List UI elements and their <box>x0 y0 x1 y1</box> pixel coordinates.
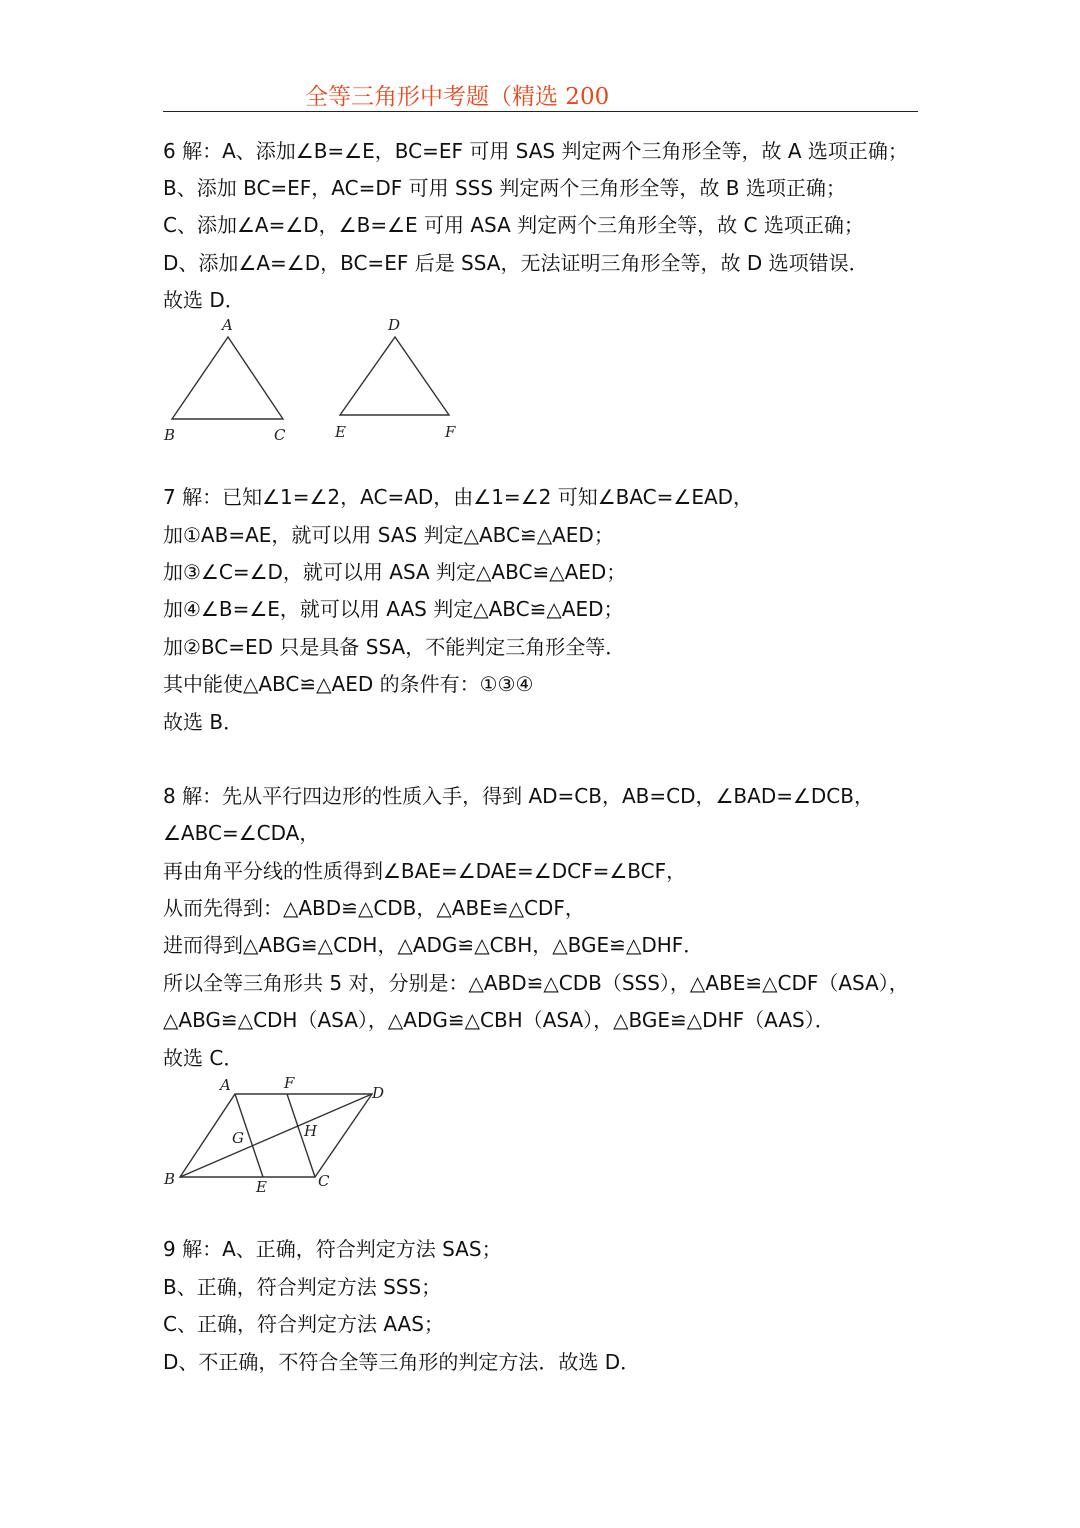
label-c: C <box>274 426 286 444</box>
label-a: A <box>220 1076 231 1094</box>
solution-line: C、添加∠A=∠D，∠B=∠E 可用 ASA 判定两个三角形全等，故 C 选项正确； <box>163 213 864 237</box>
header-divider <box>163 111 918 112</box>
solution-line: B、添加 BC=EF，AC=DF 可用 SSS 判定两个三角形全等，故 B 选项正确； <box>163 176 846 200</box>
label-b: B <box>164 426 176 444</box>
solution-line: 加②BC=ED 只是具备 SSA，不能判定三角形全等． <box>163 635 626 659</box>
triangle-def <box>340 337 449 415</box>
solution-line: 加④∠B=∠E，就可以用 AAS 判定△ABC≌△AED； <box>163 597 624 621</box>
solution-line: 故选 C． <box>163 1046 244 1070</box>
solution-line: C、正确，符合判定方法 AAS； <box>163 1312 444 1336</box>
solution-line: ∠ABC=∠CDA， <box>163 821 320 845</box>
solution-line: △ABG≌△CDH（ASA），△ADG≌△CBH（ASA），△BGE≌△DHF（AAS）． <box>163 1008 835 1032</box>
solution-line: 故选 B． <box>163 710 244 734</box>
parallelogram-figure <box>160 1072 400 1197</box>
label-d: D <box>372 1084 385 1102</box>
solution-line: 其中能使△ABC≌△AED 的条件有：①③④ <box>163 672 534 696</box>
solution-line: 8 解：先从平行四边形的性质入手，得到 AD=CB，AB=CD，∠BAD=∠DCB， <box>163 784 874 808</box>
solution-line: 进而得到△ABG≌△CDH，△ADG≌△CBH，△BGE≌△DHF． <box>163 933 704 957</box>
label-a: A <box>222 316 233 334</box>
solution-line: 加①AB=AE，就可以用 SAS 判定△ABC≌△AED； <box>163 523 614 547</box>
label-f: F <box>445 423 456 441</box>
page-title: 全等三角形中考题（精选 200 <box>305 84 610 110</box>
solution-line: D、不正确，不符合全等三角形的判定方法．故选 D． <box>163 1350 641 1374</box>
solution-line: 7 解：已知∠1=∠2，AC=AD，由∠1=∠2 可知∠BAC=∠EAD， <box>163 485 754 509</box>
label-f: F <box>284 1074 295 1092</box>
solution-line: 再由角平分线的性质得到∠BAE=∠DAE=∠DCF=∠BCF， <box>163 859 687 883</box>
solution-line: 加③∠C=∠D，就可以用 ASA 判定△ABC≌△AED； <box>163 560 627 584</box>
solution-line: 从而先得到：△ABD≌△CDB，△ABE≌△CDF， <box>163 896 585 920</box>
label-h: H <box>304 1122 318 1140</box>
solution-line: 故选 D． <box>163 288 245 312</box>
label-e: E <box>256 1178 267 1196</box>
triangle-abc <box>172 337 283 419</box>
label-d: D <box>388 316 401 334</box>
solution-line: B、正确，符合判定方法 SSS； <box>163 1275 442 1299</box>
label-b: B <box>164 1170 176 1188</box>
label-c: C <box>318 1172 330 1190</box>
solution-line: 9 解：A、正确，符合判定方法 SAS； <box>163 1237 502 1261</box>
solution-line: D、添加∠A=∠D，BC=EF 后是 SSA，无法证明三角形全等，故 D 选项错误． <box>163 251 869 275</box>
solution-line: 6 解：A、添加∠B=∠E，BC=EF 可用 SAS 判定两个三角形全等，故 A 选项正确； <box>163 139 908 163</box>
triangles-abc-def-figure <box>160 312 470 447</box>
label-g: G <box>232 1129 244 1147</box>
label-e: E <box>335 423 346 441</box>
solution-line: 所以全等三角形共 5 对，分别是：△ABD≌△CDB（SSS），△ABE≌△CDF（ASA）， <box>163 971 909 995</box>
